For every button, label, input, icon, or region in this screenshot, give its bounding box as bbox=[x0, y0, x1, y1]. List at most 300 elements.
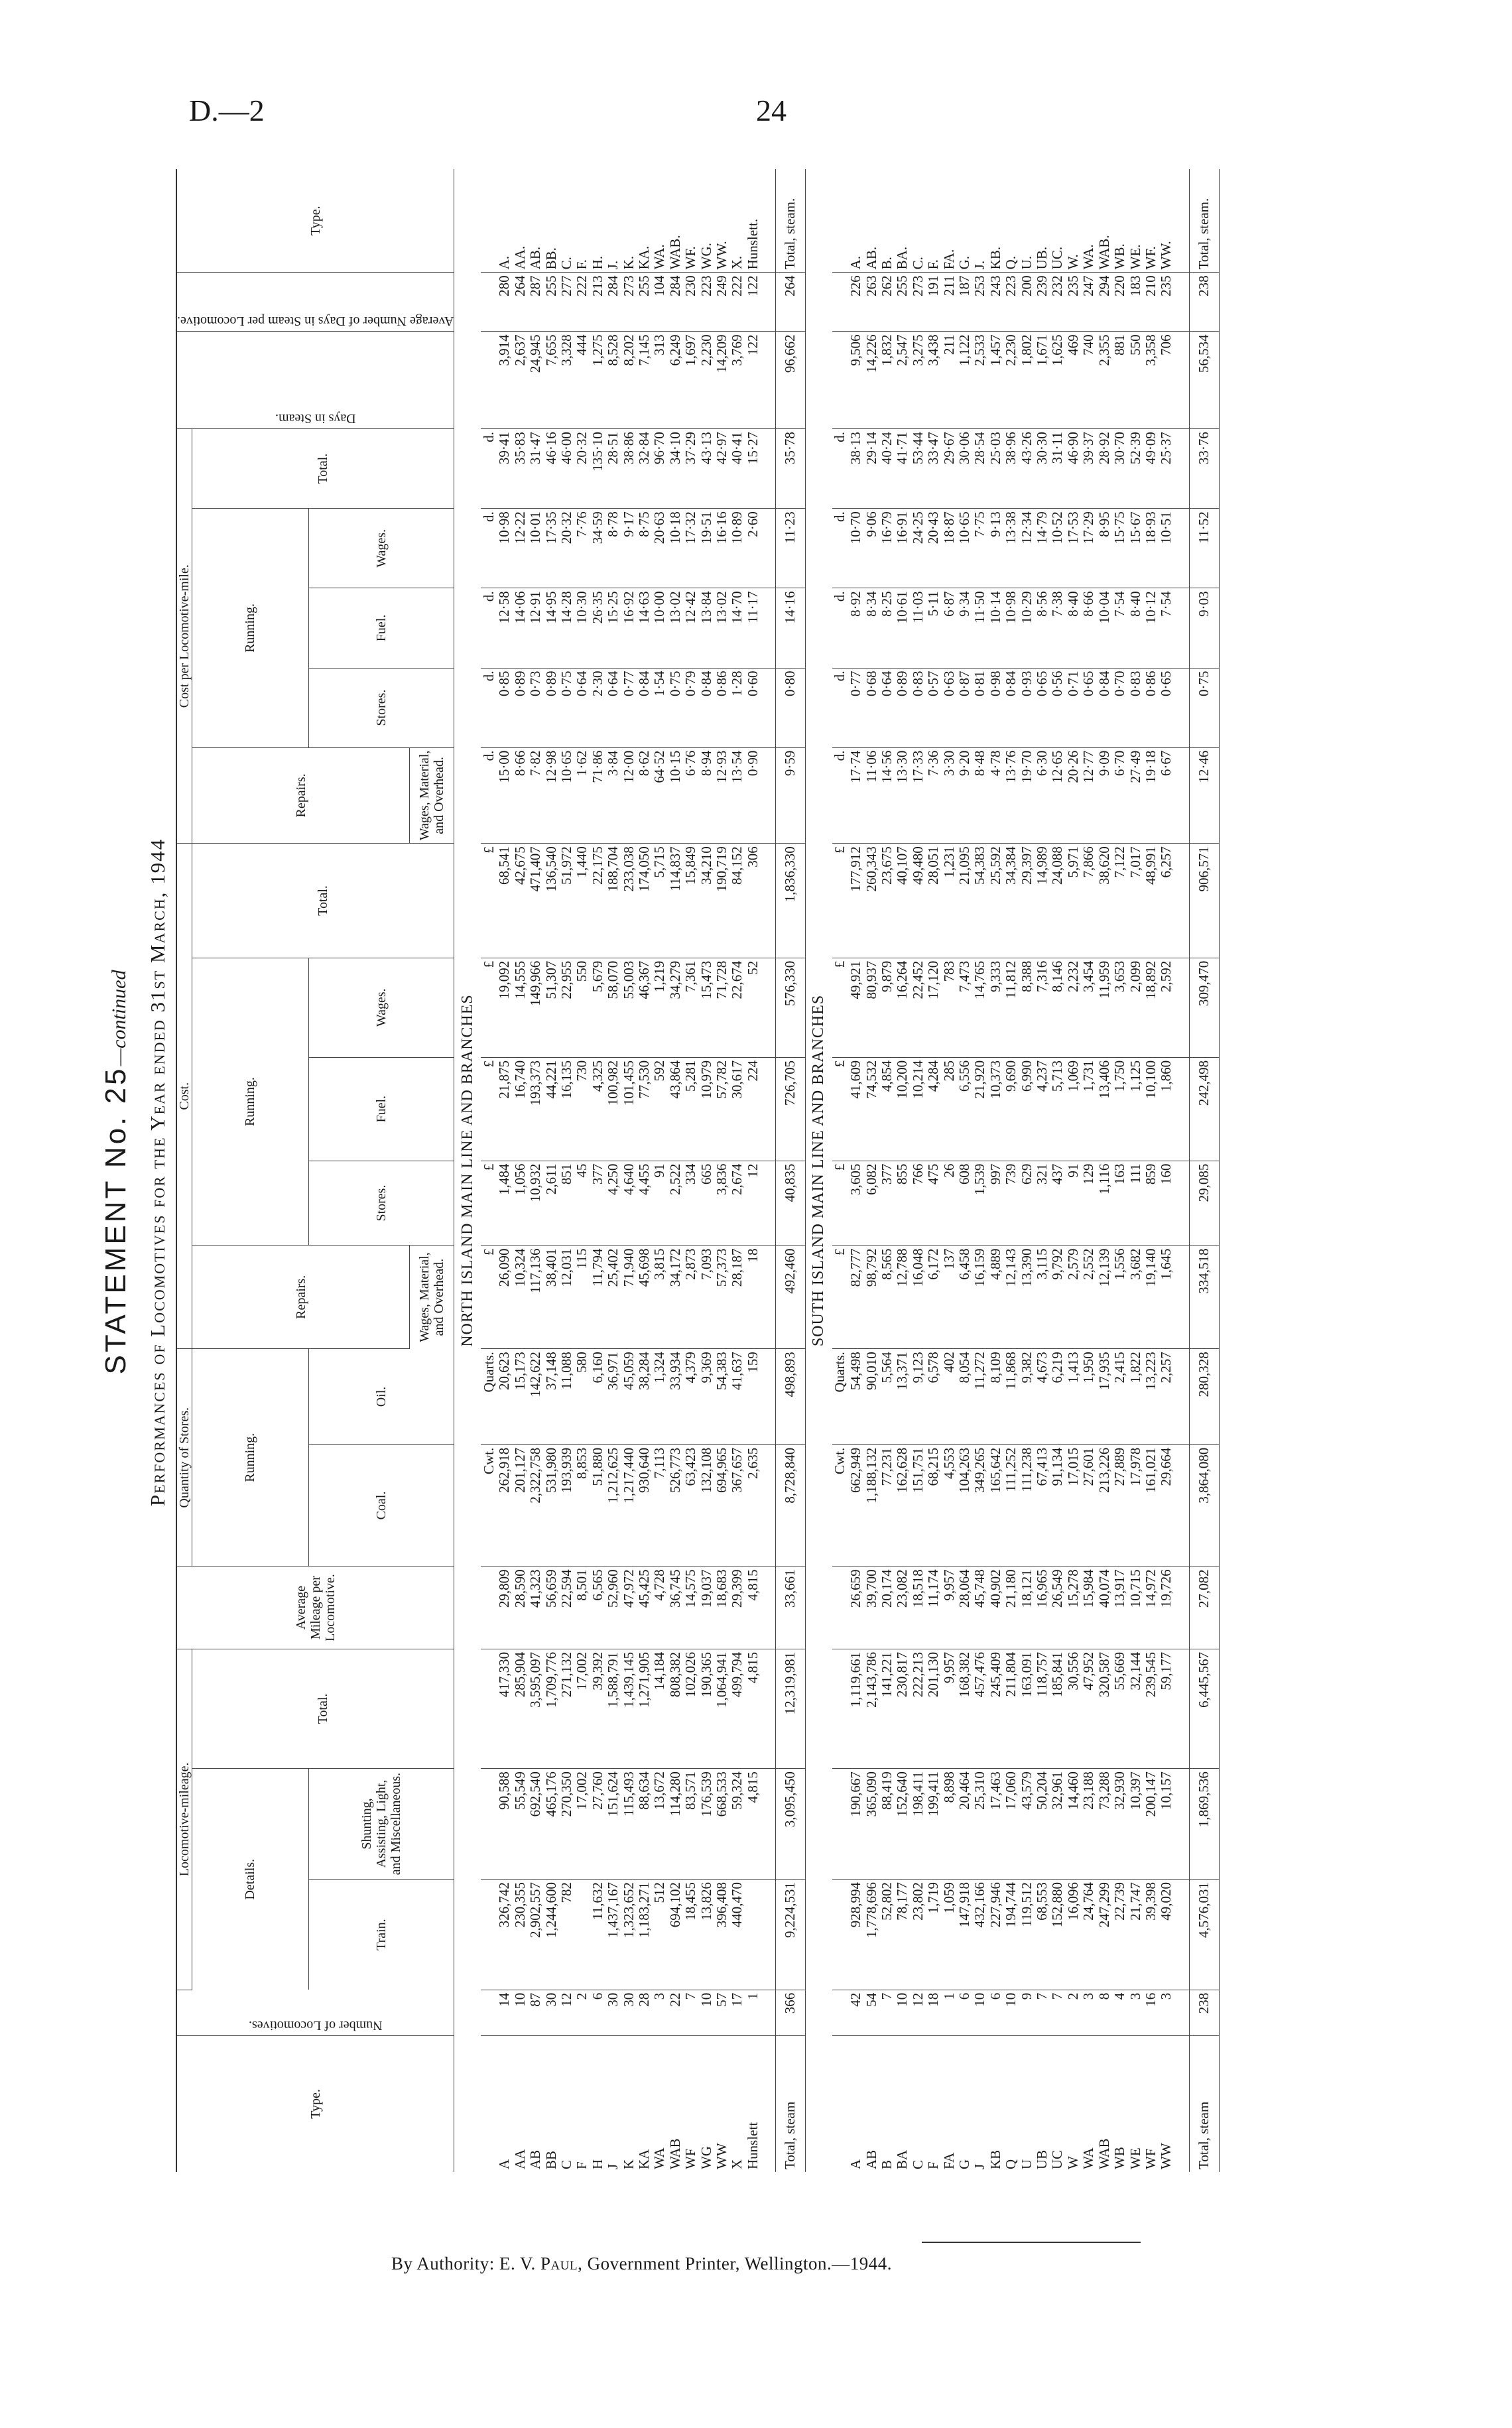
table-cell: 91 bbox=[1066, 1161, 1081, 1246]
table-cell: 141,221 bbox=[879, 1649, 895, 1768]
table-cell: 29·67 bbox=[942, 429, 957, 509]
spacer-cell bbox=[1174, 429, 1190, 509]
table-cell: 14,460 bbox=[1066, 1769, 1081, 1880]
table-cell: 13·02 bbox=[714, 588, 729, 668]
table-cell: 5,281 bbox=[683, 1057, 698, 1161]
table-cell: 273 bbox=[621, 273, 637, 332]
table-cell: 14,989 bbox=[1035, 844, 1050, 958]
table-cell: 211,804 bbox=[1003, 1649, 1019, 1768]
table-row bbox=[668, 169, 683, 2172]
continued-label: —continued bbox=[108, 970, 130, 1066]
table-cell: 17,120 bbox=[926, 958, 941, 1057]
table-cell: H. bbox=[590, 169, 605, 273]
table-cell: 74,532 bbox=[864, 1057, 879, 1161]
table-cell: 15,473 bbox=[699, 958, 714, 1057]
unit-cell: £ bbox=[832, 1161, 848, 1246]
table-cell: 930,640 bbox=[637, 1444, 652, 1566]
table-cell: J. bbox=[972, 169, 987, 273]
table-cell: 4·78 bbox=[988, 747, 1003, 844]
total-cell: 4,576,031 bbox=[1189, 1879, 1219, 1990]
table-cell: 42 bbox=[848, 1990, 863, 2035]
table-cell: 2,099 bbox=[1128, 958, 1143, 1057]
table-cell: 6·76 bbox=[683, 747, 698, 844]
table-cell: 1,832 bbox=[879, 332, 895, 429]
table-cell: 14·70 bbox=[729, 588, 745, 668]
spacer-cell bbox=[1174, 1246, 1190, 1349]
col-qty-stores: Quantity of Stores. bbox=[176, 1349, 192, 1566]
table-cell: J bbox=[605, 2163, 621, 2169]
table-cell: 6,160 bbox=[590, 1349, 605, 1445]
table-cell: 17·74 bbox=[848, 747, 863, 844]
total-cell: 33,661 bbox=[776, 1566, 806, 1649]
spacer-cell bbox=[761, 273, 776, 332]
table-cell: 114,280 bbox=[668, 1769, 683, 1880]
table-cell: 1,119,661 bbox=[848, 1649, 863, 1768]
table-cell: 10 bbox=[972, 1990, 987, 2035]
table-cell: 1,271,905 bbox=[637, 1649, 652, 1768]
table-cell: UC bbox=[1049, 2149, 1066, 2169]
table-cell: 10·15 bbox=[668, 747, 683, 844]
table-cell: 20·63 bbox=[652, 509, 667, 588]
table-cell: 3,914 bbox=[497, 332, 512, 429]
table-cell: 200 bbox=[1019, 273, 1035, 332]
table-cell: 23,188 bbox=[1081, 1769, 1096, 1880]
table-cell: 11·17 bbox=[745, 588, 761, 668]
table-cell: 665 bbox=[699, 1161, 714, 1246]
table-cell: 9,957 bbox=[942, 1566, 957, 1649]
table-cell: 47,972 bbox=[621, 1566, 637, 1649]
col-stores-running: Running. bbox=[192, 1349, 309, 1566]
table-cell: 6·67 bbox=[1159, 747, 1174, 844]
table-cell: 7 bbox=[683, 1990, 698, 2035]
table-cell: 45,425 bbox=[637, 1566, 652, 1649]
table-cell: 27,601 bbox=[1081, 1444, 1096, 1566]
total-cell: 492,460 bbox=[776, 1246, 806, 1349]
total-cell: 40,835 bbox=[776, 1161, 806, 1246]
table-cell: 51,307 bbox=[544, 958, 559, 1057]
table-cell: 13,672 bbox=[652, 1769, 667, 1880]
table-cell: U. bbox=[1019, 169, 1035, 273]
table-cell: 10,373 bbox=[988, 1057, 1003, 1161]
table-cell: 10·12 bbox=[1143, 588, 1159, 668]
table-cell: 13·02 bbox=[668, 588, 683, 668]
table-cell: 2 bbox=[1066, 1990, 1081, 2035]
table-cell: 11·03 bbox=[911, 588, 926, 668]
table-cell: 2,230 bbox=[1003, 332, 1019, 429]
table-cell: 6,565 bbox=[590, 1566, 605, 1649]
table-cell: WG bbox=[698, 2146, 714, 2169]
table-cell: 306 bbox=[745, 844, 761, 958]
table-cell: 7,866 bbox=[1081, 844, 1096, 958]
table-cell: 2,257 bbox=[1159, 1349, 1174, 1445]
table-cell: 142,622 bbox=[528, 1349, 543, 1445]
table-cell: 432,166 bbox=[972, 1879, 987, 1990]
table-cell: 34,172 bbox=[668, 1246, 683, 1349]
table-cell: 1·54 bbox=[652, 668, 667, 747]
total-cell: 27,082 bbox=[1189, 1566, 1219, 1649]
table-cell: 1 bbox=[745, 1990, 761, 2035]
table-cell: 692,540 bbox=[528, 1769, 543, 1880]
table-cell: 159 bbox=[745, 1349, 761, 1445]
table-cell: 1,217,440 bbox=[621, 1444, 637, 1566]
table-cell: 2,522 bbox=[668, 1161, 683, 1246]
total-cell: 498,893 bbox=[776, 1349, 806, 1445]
table-cell: 5,713 bbox=[1050, 1057, 1065, 1161]
table-cell: 1,671 bbox=[1035, 332, 1050, 429]
table-cell: 6·70 bbox=[1112, 747, 1127, 844]
table-cell: 3 bbox=[1081, 1990, 1096, 2035]
table-cell: 24,088 bbox=[1050, 844, 1065, 958]
col-cpm-wages: Wages. bbox=[308, 509, 454, 588]
table-cell: 320,587 bbox=[1097, 1649, 1112, 1768]
unit-cell: d. bbox=[481, 668, 497, 747]
table-cell: 4,854 bbox=[879, 1057, 895, 1161]
table-cell: 262 bbox=[879, 273, 895, 332]
table-cell: 377 bbox=[590, 1161, 605, 1246]
table-cell: 151,624 bbox=[605, 1769, 621, 1880]
table-cell: 10 bbox=[699, 1990, 714, 2035]
table-cell: 91 bbox=[652, 1161, 667, 1246]
table-cell: 550 bbox=[574, 958, 590, 1057]
table-cell: 783 bbox=[942, 958, 957, 1057]
table-cell: 0·60 bbox=[745, 668, 761, 747]
table-cell: 608 bbox=[957, 1161, 972, 1246]
table-cell: 28 bbox=[637, 1990, 652, 2035]
unit-cell bbox=[481, 1566, 497, 1649]
unit-cell bbox=[832, 332, 848, 429]
unit-cell: d. bbox=[832, 747, 848, 844]
table-cell: 10·98 bbox=[497, 509, 512, 588]
table-cell: 7,473 bbox=[957, 958, 972, 1057]
spacer-cell bbox=[1174, 509, 1190, 588]
table-cell: 77,530 bbox=[637, 1057, 652, 1161]
table-cell: 5,715 bbox=[652, 844, 667, 958]
table-cell: 997 bbox=[988, 1161, 1003, 1246]
unit-cell: £ bbox=[832, 844, 848, 958]
table-cell: 0·75 bbox=[559, 668, 574, 747]
table-cell: 4,325 bbox=[590, 1057, 605, 1161]
spacer-cell bbox=[1174, 1566, 1190, 1649]
statement-title-text: STATEMENT No. 25 bbox=[99, 1066, 132, 1375]
total-cell: 56,534 bbox=[1189, 332, 1219, 429]
table-cell: 20,464 bbox=[957, 1769, 972, 1880]
table-cell: UB. bbox=[1035, 169, 1050, 273]
table-cell: 91,134 bbox=[1050, 1444, 1065, 1566]
table-cell: 14,209 bbox=[714, 332, 729, 429]
table-row bbox=[637, 169, 652, 2172]
table-row bbox=[699, 169, 714, 2172]
total-cell: 35·78 bbox=[776, 429, 806, 509]
table-cell: 176,539 bbox=[699, 1769, 714, 1880]
units-row bbox=[481, 169, 497, 2172]
table-cell: 13,917 bbox=[1112, 1566, 1127, 1649]
table-cell: Q. bbox=[1003, 169, 1019, 273]
table-cell: 55,669 bbox=[1112, 1649, 1127, 1768]
table-cell: 284 bbox=[605, 273, 621, 332]
table-cell: 115,493 bbox=[621, 1769, 637, 1880]
table-cell: 245,409 bbox=[988, 1649, 1003, 1768]
table-cell: 18,455 bbox=[683, 1879, 698, 1990]
table-cell: 6,249 bbox=[668, 332, 683, 429]
table-cell: 52,802 bbox=[879, 1879, 895, 1990]
table-cell: 782 bbox=[559, 1879, 574, 1990]
table-cell: 67,413 bbox=[1035, 1444, 1050, 1566]
spacer-cell bbox=[1174, 1444, 1190, 1566]
table-cell: 20·32 bbox=[559, 509, 574, 588]
table-row bbox=[1097, 169, 1112, 2172]
table-cell: 28·51 bbox=[605, 429, 621, 509]
col-fuel: Fuel. bbox=[308, 1057, 454, 1161]
table-cell: 16,740 bbox=[513, 1057, 528, 1161]
spacer-cell bbox=[761, 169, 776, 273]
table-cell: 104,263 bbox=[957, 1444, 972, 1566]
table-cell: 10,397 bbox=[1128, 1769, 1143, 1880]
table-cell: 263 bbox=[864, 273, 879, 332]
col-cpm-fuel: Fuel. bbox=[308, 588, 454, 668]
table-cell: 80,937 bbox=[864, 958, 879, 1057]
table-cell: 90,010 bbox=[864, 1349, 879, 1445]
total-cell: 726,705 bbox=[776, 1057, 806, 1161]
table-cell: WAB bbox=[666, 2138, 683, 2169]
table-cell: 15·27 bbox=[745, 429, 761, 509]
table-cell: 16,096 bbox=[1066, 1879, 1081, 1990]
table-cell: 13,390 bbox=[1019, 1246, 1035, 1349]
table-cell: WF. bbox=[683, 169, 698, 273]
col-oil: Oil. bbox=[308, 1349, 454, 1445]
table-cell: 2,143,786 bbox=[864, 1649, 879, 1768]
spacer-cell bbox=[1174, 1161, 1190, 1246]
table-cell: 152,640 bbox=[895, 1769, 910, 1880]
table-cell: 29,397 bbox=[1019, 844, 1035, 958]
table-cell: 1,731 bbox=[1081, 1057, 1096, 1161]
table-cell: 851 bbox=[559, 1161, 574, 1246]
table-cell: 1,778,696 bbox=[864, 1879, 879, 1990]
table-cell: 17·53 bbox=[1066, 509, 1081, 588]
table-cell: 55,549 bbox=[513, 1769, 528, 1880]
table-cell: 2,230 bbox=[699, 332, 714, 429]
table-cell: 334 bbox=[683, 1161, 698, 1246]
table-cell: 8 bbox=[1097, 1990, 1112, 2035]
table-cell: 12,139 bbox=[1097, 1246, 1112, 1349]
table-cell: B bbox=[879, 2159, 895, 2169]
table-cell: 56,659 bbox=[544, 1566, 559, 1649]
total-cell: 14·16 bbox=[776, 588, 806, 668]
table-cell: 3,815 bbox=[652, 1246, 667, 1349]
table-cell: 34·59 bbox=[590, 509, 605, 588]
unit-cell bbox=[832, 1769, 848, 1880]
table-cell: 7,017 bbox=[1128, 844, 1143, 958]
table-cell: 0·77 bbox=[621, 668, 637, 747]
table-cell: 1,069 bbox=[1066, 1057, 1081, 1161]
table-cell: 20,623 bbox=[497, 1349, 512, 1445]
table-cell: 43·26 bbox=[1019, 429, 1035, 509]
table-cell: KB bbox=[987, 2149, 1003, 2169]
spacer-cell bbox=[761, 747, 776, 844]
table-cell: 33,934 bbox=[668, 1349, 683, 1445]
total-cell: 29,085 bbox=[1189, 1161, 1219, 1246]
unit-cell bbox=[481, 273, 497, 332]
table-cell: 4,728 bbox=[652, 1566, 667, 1649]
table-cell: 1,645 bbox=[1159, 1246, 1174, 1349]
table-cell: 285 bbox=[942, 1057, 957, 1161]
table-cell: 20,174 bbox=[879, 1566, 895, 1649]
table-cell: 1,212,625 bbox=[605, 1444, 621, 1566]
table-cell: G bbox=[956, 2159, 973, 2169]
table-cell: 114,837 bbox=[668, 844, 683, 958]
unit-cell bbox=[832, 1649, 848, 1768]
table-cell: 10,715 bbox=[1128, 1566, 1143, 1649]
table-cell: 50,204 bbox=[1035, 1769, 1050, 1880]
table-cell: 13,826 bbox=[699, 1879, 714, 1990]
table-cell: 0·73 bbox=[528, 668, 543, 747]
table-cell: 129 bbox=[1081, 1161, 1096, 1246]
table-cell: 277 bbox=[559, 273, 574, 332]
unit-cell: £ bbox=[481, 844, 497, 958]
table-cell: WA. bbox=[1081, 169, 1096, 273]
total-cell: 238 bbox=[1189, 1990, 1219, 2035]
table-cell: 20·43 bbox=[926, 509, 941, 588]
table-row bbox=[621, 169, 637, 2172]
table-cell: 3,769 bbox=[729, 332, 745, 429]
unit-cell: £ bbox=[832, 1057, 848, 1161]
table-cell: 13,223 bbox=[1143, 1349, 1159, 1445]
col-details: Details. bbox=[192, 1769, 309, 1990]
table-cell: 73,288 bbox=[1097, 1769, 1112, 1880]
table-cell: 2,637 bbox=[513, 332, 528, 429]
table-cell: 16·91 bbox=[895, 509, 910, 588]
table-cell: 471,407 bbox=[528, 844, 543, 958]
table-cell: 253 bbox=[972, 273, 987, 332]
table-cell: 190,719 bbox=[714, 844, 729, 958]
spacer-cell bbox=[761, 588, 776, 668]
table-cell: 10·61 bbox=[895, 588, 910, 668]
table-cell: 119,512 bbox=[1019, 1879, 1035, 1990]
table-cell: 136,540 bbox=[544, 844, 559, 958]
table-cell: 285,904 bbox=[513, 1649, 528, 1768]
table-cell: 28·92 bbox=[1097, 429, 1112, 509]
table-cell: 16,965 bbox=[1035, 1566, 1050, 1649]
spacer-cell bbox=[1174, 958, 1190, 1057]
table-cell: 59,177 bbox=[1159, 1649, 1174, 1768]
table-cell: 17,015 bbox=[1066, 1444, 1081, 1566]
table-cell: 213 bbox=[590, 273, 605, 332]
table-cell: 11,632 bbox=[590, 1879, 605, 1990]
table-cell: 14·06 bbox=[513, 588, 528, 668]
table-cell: 6,219 bbox=[1050, 1349, 1065, 1445]
table-cell: 11·06 bbox=[864, 747, 879, 844]
table-cell: 40,074 bbox=[1097, 1566, 1112, 1649]
table-cell: 8·75 bbox=[637, 509, 652, 588]
table-cell: 30·70 bbox=[1112, 429, 1127, 509]
table-cell: 1,697 bbox=[683, 332, 698, 429]
table-cell: 0·79 bbox=[683, 668, 698, 747]
table-cell: 21,920 bbox=[972, 1057, 987, 1161]
table-cell: 26,549 bbox=[1050, 1566, 1065, 1649]
table-cell: 45,748 bbox=[972, 1566, 987, 1649]
table-cell: 15·75 bbox=[1112, 509, 1127, 588]
table-cell: 104 bbox=[652, 273, 667, 332]
table-cell: 0·93 bbox=[1019, 668, 1035, 747]
table-cell: 24·25 bbox=[911, 509, 926, 588]
table-cell: 0·71 bbox=[1066, 668, 1081, 747]
table-cell: 51,972 bbox=[559, 844, 574, 958]
total-cell: 309,470 bbox=[1189, 958, 1219, 1057]
table-cell: 2,355 bbox=[1097, 332, 1112, 429]
table-cell: 19·70 bbox=[1019, 747, 1035, 844]
table-cell: 27,760 bbox=[590, 1769, 605, 1880]
table-cell: 16,135 bbox=[559, 1057, 574, 1161]
table-cell: 7 bbox=[1050, 1990, 1065, 2035]
table-cell: 211 bbox=[942, 273, 957, 332]
table-cell: 38·86 bbox=[621, 429, 637, 509]
table-cell: 349,265 bbox=[972, 1444, 987, 1566]
table-cell: 13·38 bbox=[1003, 509, 1019, 588]
table-cell: 227,946 bbox=[988, 1879, 1003, 1990]
table-cell: 367,657 bbox=[729, 1444, 745, 1566]
table-cell: 9,123 bbox=[911, 1349, 926, 1445]
table-cell bbox=[574, 1879, 590, 1990]
table-row bbox=[1035, 169, 1050, 2172]
table-cell: 31·47 bbox=[528, 429, 543, 509]
total-cell: 3,095,450 bbox=[776, 1769, 806, 1880]
table-cell: 24,945 bbox=[528, 332, 543, 429]
table-cell: 12·91 bbox=[528, 588, 543, 668]
table-cell: 37,148 bbox=[544, 1349, 559, 1445]
table-cell: 694,965 bbox=[714, 1444, 729, 1566]
table-cell: 12·42 bbox=[683, 588, 698, 668]
table-cell: 1,059 bbox=[942, 1879, 957, 1990]
table-cell: 220 bbox=[1112, 273, 1127, 332]
table-cell: 8,898 bbox=[942, 1769, 957, 1880]
table-cell: 52,960 bbox=[605, 1566, 621, 1649]
table-cell: 592 bbox=[652, 1057, 667, 1161]
table-cell: 1,950 bbox=[1081, 1349, 1096, 1445]
spacer-cell bbox=[1174, 747, 1190, 844]
table-cell: 34,210 bbox=[699, 844, 714, 958]
table-cell: 24,764 bbox=[1081, 1879, 1096, 1990]
table-cell: 31·11 bbox=[1050, 429, 1065, 509]
table-cell: W bbox=[1064, 2156, 1081, 2169]
unit-cell bbox=[481, 169, 497, 273]
table-cell: 12,143 bbox=[1003, 1246, 1019, 1349]
table-cell: 9,792 bbox=[1050, 1246, 1065, 1349]
table-row bbox=[1143, 169, 1159, 2172]
table-cell: 1,802 bbox=[1019, 332, 1035, 429]
spacer-cell bbox=[1174, 332, 1190, 429]
table-cell: 18 bbox=[926, 1990, 941, 2035]
col-cost-per-mile: Cost per Locomotive-mile. bbox=[176, 429, 192, 844]
table-cell: 8,054 bbox=[957, 1349, 972, 1445]
table-cell: K bbox=[620, 2159, 637, 2169]
table-cell: 52·39 bbox=[1128, 429, 1143, 509]
table-cell: 12·22 bbox=[513, 509, 528, 588]
table-cell: 0·65 bbox=[1035, 668, 1050, 747]
table-cell: F. bbox=[574, 169, 590, 273]
table-cell: 0·89 bbox=[895, 668, 910, 747]
table-cell: 247,299 bbox=[1097, 1879, 1112, 1990]
rotated-statement bbox=[99, 166, 1446, 2179]
table-cell: 280 bbox=[497, 273, 512, 332]
table-cell: 7,655 bbox=[544, 332, 559, 429]
table-cell: 16·79 bbox=[879, 509, 895, 588]
table-cell: 1,440 bbox=[574, 844, 590, 958]
table-cell: 49,020 bbox=[1159, 1879, 1174, 1990]
table-cell: 25·03 bbox=[988, 429, 1003, 509]
col-repairs-sub: Wages, Material, and Overhead. bbox=[410, 1246, 454, 1349]
table-cell: 6·30 bbox=[1035, 747, 1050, 844]
table-cell: 17·33 bbox=[911, 747, 926, 844]
spacer-cell bbox=[1174, 1879, 1190, 1990]
